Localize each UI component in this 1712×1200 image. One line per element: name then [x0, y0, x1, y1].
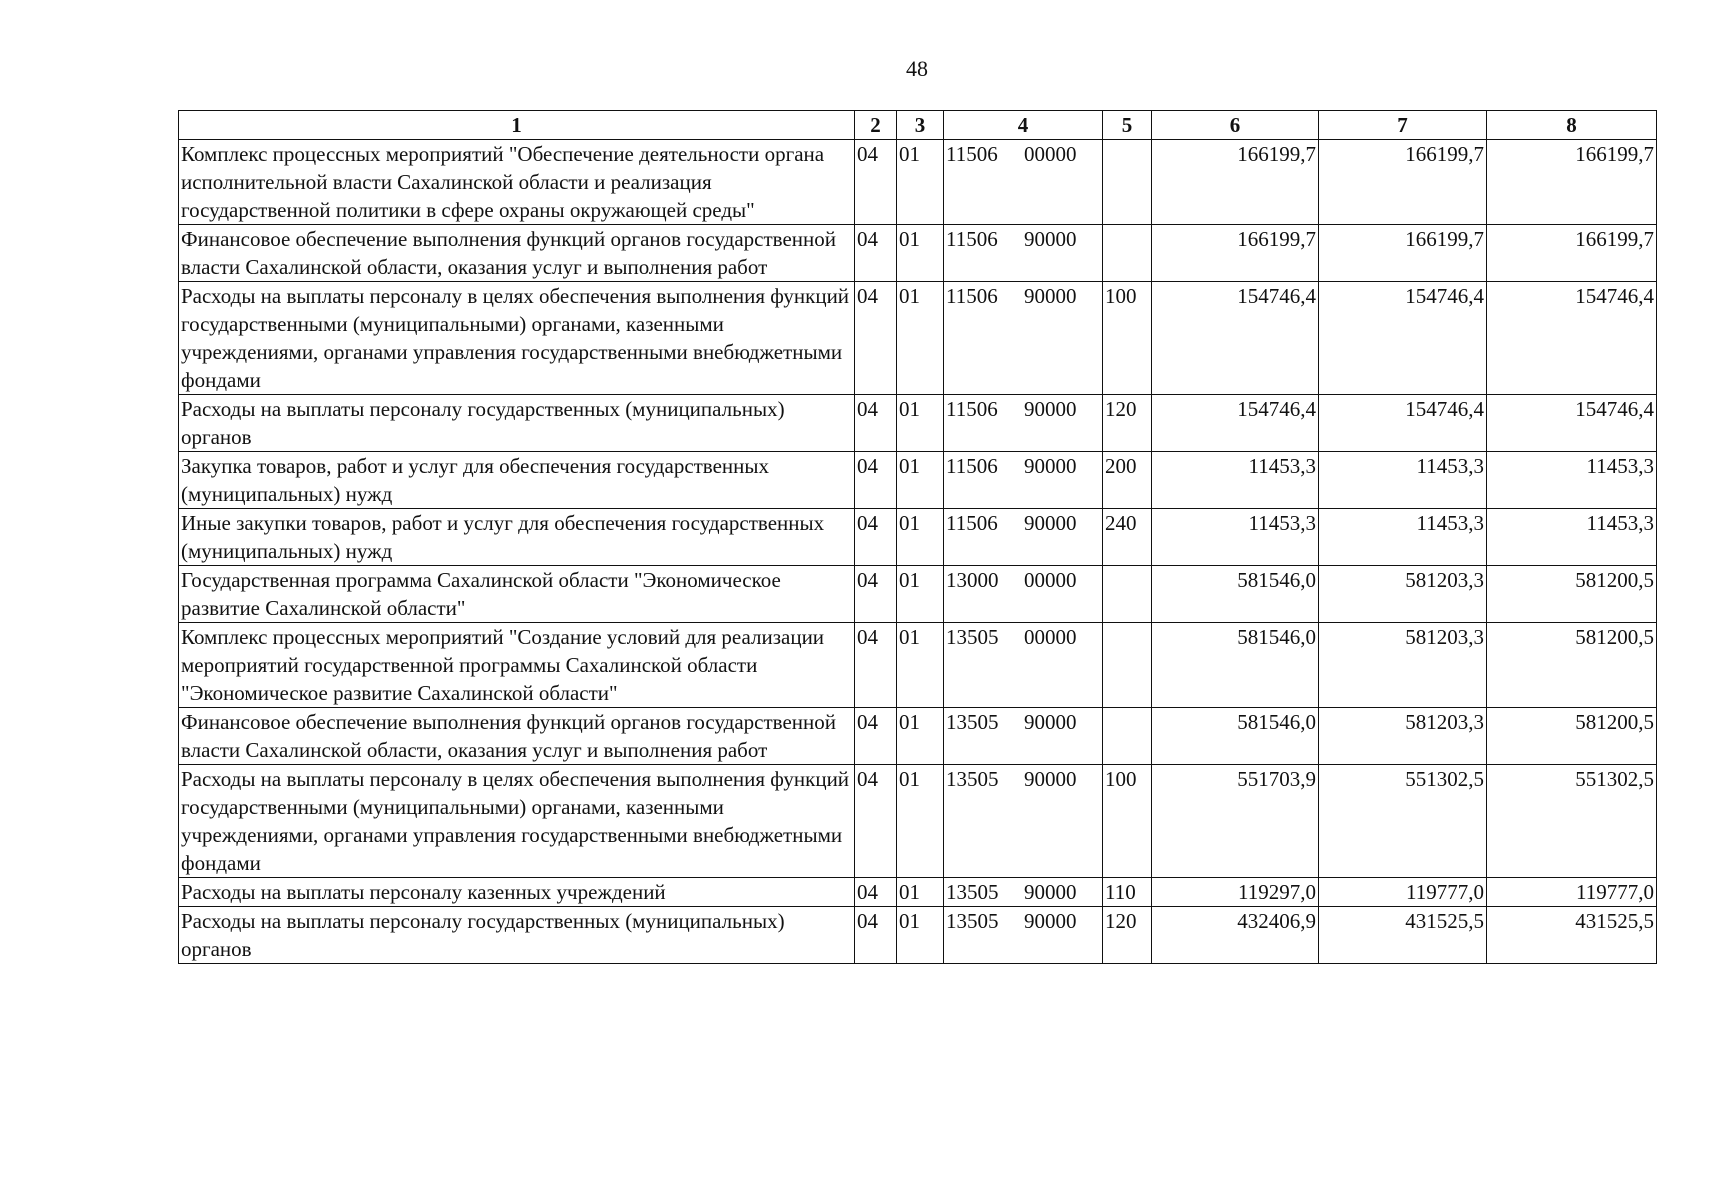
row-name-cell: Комплекс процессных мероприятий "Обеспечение деятельности органа исполнительной власти Сахалинской области и реализация государственной политики в сфере охраны окружающей среды"	[179, 140, 855, 225]
target-article-cell	[944, 566, 1103, 623]
target-article-prefix: 11506	[946, 284, 998, 308]
target-article-suffix: 00000	[1024, 142, 1077, 166]
row-name-cell: Расходы на выплаты персоналу в целях обеспечения выполнения функций государственными (муниципальными) органами, казенными учреждениями, органами управления государственными внебюджетными фондами	[179, 765, 855, 878]
amount-year-1-cell: 166199,7	[1152, 140, 1319, 225]
table-row	[179, 878, 1657, 907]
amount-year-2-cell: 119777,0	[1319, 878, 1487, 907]
row-name-cell: Государственная программа Сахалинской области "Экономическое развитие Сахалинской области"	[179, 566, 855, 623]
table-row	[179, 140, 1657, 225]
target-article-prefix: 13505	[946, 767, 999, 791]
subsection-code-cell: 01	[897, 907, 944, 964]
subsection-code-cell: 01	[897, 708, 944, 765]
amount-year-2-cell: 581203,3	[1319, 708, 1487, 765]
column-header-1: 1	[179, 111, 855, 140]
row-name-cell: Иные закупки товаров, работ и услуг для обеспечения государственных (муниципальных) нужд	[179, 509, 855, 566]
amount-year-1-cell: 154746,4	[1152, 282, 1319, 395]
amount-year-3-cell: 166199,7	[1487, 225, 1657, 282]
table-row	[179, 282, 1657, 395]
amount-year-1-cell: 11453,3	[1152, 452, 1319, 509]
row-name-cell: Финансовое обеспечение выполнения функций органов государственной власти Сахалинской области, оказания услуг и выполнения работ	[179, 708, 855, 765]
section-code-cell: 04	[855, 566, 897, 623]
target-article-suffix: 90000	[1024, 454, 1077, 478]
section-code-cell: 04	[855, 225, 897, 282]
amount-year-1-cell: 166199,7	[1152, 225, 1319, 282]
amount-year-2-cell: 431525,5	[1319, 907, 1487, 964]
table-body	[179, 140, 1657, 964]
section-code-cell: 04	[855, 452, 897, 509]
page-number: 48	[906, 56, 928, 81]
table-row	[179, 452, 1657, 509]
section-code-cell: 04	[855, 878, 897, 907]
target-article-cell	[944, 395, 1103, 452]
amount-year-3-cell: 11453,3	[1487, 509, 1657, 566]
amount-year-2-cell: 551302,5	[1319, 765, 1487, 878]
target-article-cell	[944, 708, 1103, 765]
section-code-cell: 04	[855, 395, 897, 452]
table-row	[179, 395, 1657, 452]
amount-year-3-cell: 11453,3	[1487, 452, 1657, 509]
amount-year-2-cell: 11453,3	[1319, 452, 1487, 509]
amount-year-1-cell: 119297,0	[1152, 878, 1319, 907]
amount-year-1-cell: 581546,0	[1152, 708, 1319, 765]
subsection-code-cell: 01	[897, 395, 944, 452]
amount-year-2-cell: 154746,4	[1319, 395, 1487, 452]
expense-type-cell: 100	[1103, 282, 1152, 395]
amount-year-1-cell: 432406,9	[1152, 907, 1319, 964]
column-header-5: 5	[1103, 111, 1152, 140]
amount-year-2-cell: 166199,7	[1319, 140, 1487, 225]
section-code-cell: 04	[855, 140, 897, 225]
target-article-cell	[944, 140, 1103, 225]
target-article-prefix: 11506	[946, 454, 998, 478]
row-name-cell: Расходы на выплаты персоналу государственных (муниципальных) органов	[179, 395, 855, 452]
amount-year-3-cell: 581200,5	[1487, 623, 1657, 708]
section-code-cell: 04	[855, 282, 897, 395]
table-row	[179, 509, 1657, 566]
section-code-cell: 04	[855, 509, 897, 566]
target-article-prefix: 11506	[946, 142, 998, 166]
target-article-prefix: 13505	[946, 880, 999, 904]
section-code-cell: 04	[855, 907, 897, 964]
target-article-prefix: 13000	[946, 568, 999, 592]
column-header-7: 7	[1319, 111, 1487, 140]
amount-year-2-cell: 11453,3	[1319, 509, 1487, 566]
target-article-prefix: 13505	[946, 625, 999, 649]
target-article-prefix: 11506	[946, 227, 998, 251]
row-name-cell: Финансовое обеспечение выполнения функций органов государственной власти Сахалинской области, оказания услуг и выполнения работ	[179, 225, 855, 282]
target-article-suffix: 90000	[1024, 284, 1077, 308]
target-article-suffix: 90000	[1024, 767, 1077, 791]
section-code-cell: 04	[855, 765, 897, 878]
subsection-code-cell: 01	[897, 566, 944, 623]
amount-year-3-cell: 581200,5	[1487, 566, 1657, 623]
table-row	[179, 566, 1657, 623]
subsection-code-cell: 01	[897, 452, 944, 509]
amount-year-3-cell: 119777,0	[1487, 878, 1657, 907]
table-row	[179, 623, 1657, 708]
subsection-code-cell: 01	[897, 509, 944, 566]
target-article-prefix: 11506	[946, 511, 998, 535]
subsection-code-cell: 01	[897, 140, 944, 225]
amount-year-2-cell: 154746,4	[1319, 282, 1487, 395]
expense-type-cell: 240	[1103, 509, 1152, 566]
table-row	[179, 225, 1657, 282]
budget-table	[178, 110, 1657, 964]
target-article-cell	[944, 509, 1103, 566]
expense-type-cell: 100	[1103, 765, 1152, 878]
target-article-suffix: 90000	[1024, 227, 1077, 251]
amount-year-1-cell: 11453,3	[1152, 509, 1319, 566]
target-article-suffix: 90000	[1024, 909, 1077, 933]
row-name-cell: Расходы на выплаты персоналу казенных учреждений	[179, 878, 855, 907]
target-article-cell	[944, 765, 1103, 878]
column-header-8: 8	[1487, 111, 1657, 140]
section-code-cell: 04	[855, 708, 897, 765]
target-article-suffix: 90000	[1024, 880, 1077, 904]
amount-year-1-cell: 551703,9	[1152, 765, 1319, 878]
row-name-cell: Комплекс процессных мероприятий "Создание условий для реализации мероприятий государственной программы Сахалинской области "Экономическое развитие Сахалинской области"	[179, 623, 855, 708]
subsection-code-cell: 01	[897, 623, 944, 708]
expense-type-cell: 120	[1103, 907, 1152, 964]
row-name-cell: Расходы на выплаты персоналу государственных (муниципальных) органов	[179, 907, 855, 964]
amount-year-2-cell: 581203,3	[1319, 623, 1487, 708]
expense-type-cell	[1103, 708, 1152, 765]
expense-type-cell: 200	[1103, 452, 1152, 509]
expense-type-cell: 110	[1103, 878, 1152, 907]
table-row	[179, 708, 1657, 765]
amount-year-1-cell: 154746,4	[1152, 395, 1319, 452]
amount-year-3-cell: 154746,4	[1487, 282, 1657, 395]
section-code-cell: 04	[855, 623, 897, 708]
column-header-6: 6	[1152, 111, 1319, 140]
expense-type-cell	[1103, 225, 1152, 282]
amount-year-1-cell: 581546,0	[1152, 623, 1319, 708]
header-row	[179, 111, 1657, 140]
row-name-cell: Закупка товаров, работ и услуг для обеспечения государственных (муниципальных) нужд	[179, 452, 855, 509]
column-header-4: 4	[944, 111, 1103, 140]
amount-year-3-cell: 166199,7	[1487, 140, 1657, 225]
amount-year-3-cell: 154746,4	[1487, 395, 1657, 452]
amount-year-3-cell: 431525,5	[1487, 907, 1657, 964]
target-article-prefix: 13505	[946, 909, 999, 933]
amount-year-2-cell: 166199,7	[1319, 225, 1487, 282]
table-row	[179, 765, 1657, 878]
subsection-code-cell: 01	[897, 282, 944, 395]
column-header-3: 3	[897, 111, 944, 140]
amount-year-1-cell: 581546,0	[1152, 566, 1319, 623]
target-article-suffix: 00000	[1024, 568, 1077, 592]
target-article-cell	[944, 225, 1103, 282]
target-article-cell	[944, 452, 1103, 509]
amount-year-3-cell: 551302,5	[1487, 765, 1657, 878]
target-article-suffix: 00000	[1024, 625, 1077, 649]
row-name-cell: Расходы на выплаты персоналу в целях обеспечения выполнения функций государственными (муниципальными) органами, казенными учреждениями, органами управления государственными внебюджетными фондами	[179, 282, 855, 395]
target-article-suffix: 90000	[1024, 397, 1077, 421]
expense-type-cell	[1103, 140, 1152, 225]
target-article-suffix: 90000	[1024, 710, 1077, 734]
column-header-2: 2	[855, 111, 897, 140]
target-article-prefix: 13505	[946, 710, 999, 734]
expense-type-cell	[1103, 623, 1152, 708]
target-article-cell	[944, 878, 1103, 907]
subsection-code-cell: 01	[897, 225, 944, 282]
target-article-cell	[944, 907, 1103, 964]
amount-year-2-cell: 581203,3	[1319, 566, 1487, 623]
target-article-prefix: 11506	[946, 397, 998, 421]
target-article-cell	[944, 282, 1103, 395]
amount-year-3-cell: 581200,5	[1487, 708, 1657, 765]
subsection-code-cell: 01	[897, 878, 944, 907]
target-article-cell	[944, 623, 1103, 708]
target-article-suffix: 90000	[1024, 511, 1077, 535]
table-row	[179, 907, 1657, 964]
subsection-code-cell: 01	[897, 765, 944, 878]
expense-type-cell	[1103, 566, 1152, 623]
expense-type-cell: 120	[1103, 395, 1152, 452]
